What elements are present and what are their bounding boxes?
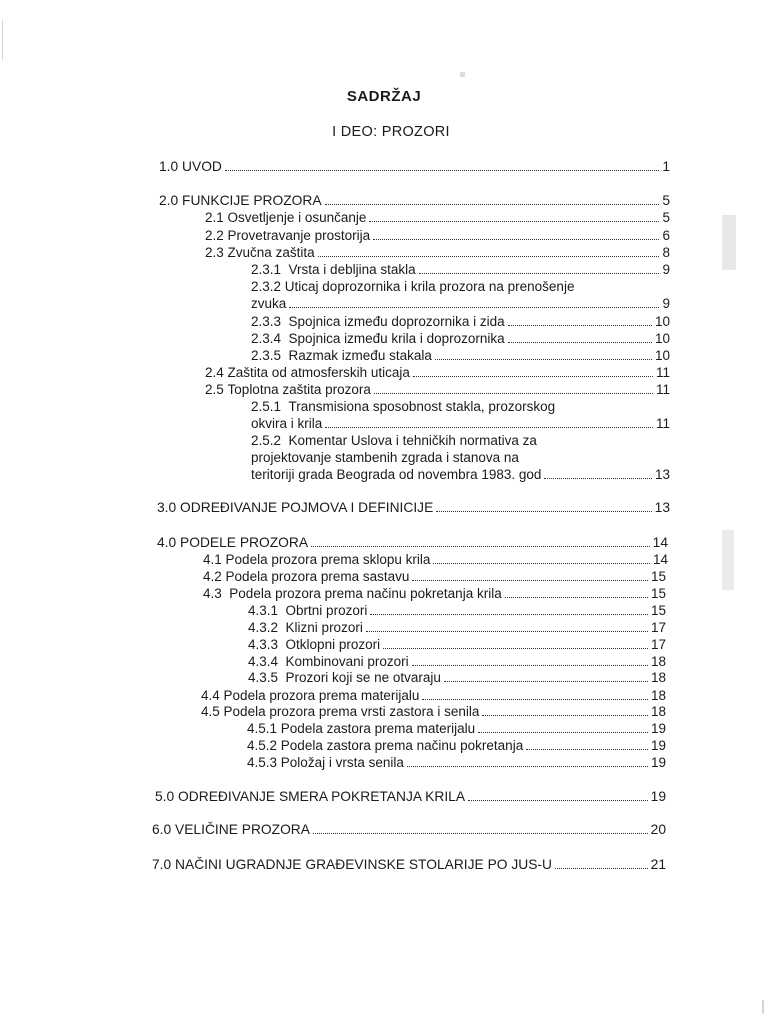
section-number: 3.0 (157, 500, 177, 515)
page-number: 14 (652, 552, 668, 567)
page-number: 17 (650, 620, 666, 635)
dot-leader (373, 227, 659, 240)
section-number: 2.0 (159, 193, 179, 208)
dot-leader (325, 192, 660, 205)
dot-leader (374, 381, 653, 394)
scan-speck (722, 530, 734, 590)
section-number: 6.0 (152, 822, 172, 837)
page-number: 5 (662, 193, 670, 208)
dot-leader (422, 687, 648, 700)
toc-entry-2-4 (205, 364, 670, 382)
dot-leader (508, 313, 652, 326)
toc-entry-velicine (152, 821, 666, 839)
dot-leader (313, 821, 648, 834)
toc-entry-smer (155, 788, 666, 806)
section-title: Podela prozora prema sklopu krila (225, 552, 431, 567)
page-number: 11 (655, 365, 670, 380)
section-number: 4.5.2 (247, 738, 278, 753)
section-title: Podela zastora prema načinu pokretanja (280, 738, 524, 753)
section-number: 4.3 (203, 586, 222, 601)
section-number: 2.2 (205, 228, 224, 243)
toc-entry-2-5-2-line2 (251, 449, 519, 467)
scan-speck (2, 20, 3, 60)
toc-entry-2-5-2-line1 (251, 432, 537, 450)
dot-leader (370, 602, 648, 615)
page-number: 10 (654, 331, 670, 346)
dot-leader (505, 585, 648, 598)
section-title: Podela prozora prema vrsti zastora i senila (223, 704, 480, 719)
page-number: 19 (650, 789, 666, 804)
section-number: 7.0 (152, 857, 172, 872)
section-title: VELIČINE PROZORA (175, 822, 310, 837)
section-number: 2.3.2 (251, 279, 282, 294)
page-number: 18 (650, 670, 666, 685)
section-number: 4.1 (203, 552, 222, 567)
dot-leader (383, 636, 648, 649)
section-title: Vrsta i debljina stakla (288, 262, 416, 277)
section-number: 4.3.5 (248, 670, 279, 685)
toc-entry-odredjivanje (157, 499, 670, 517)
page-number: 11 (655, 382, 670, 397)
dot-leader (433, 551, 650, 564)
section-title-continued: okvira i krila (251, 416, 323, 431)
section-title: ODREĐIVANJE SMERA POKRETANJA KRILA (178, 789, 466, 804)
dot-leader (526, 737, 648, 750)
toc-entry-2-5-1-line1 (251, 398, 555, 416)
section-title: PODELE PROZORA (180, 535, 309, 550)
dot-leader (325, 415, 653, 428)
section-title: Osvetljenje i osunčanje (227, 210, 367, 225)
toc-entry-2-5-2 (251, 466, 670, 484)
dot-leader (435, 347, 652, 360)
toc-entry-2-3 (205, 244, 670, 262)
section-number: 4.4 (201, 688, 220, 703)
page-number: 5 (662, 210, 670, 225)
section-title: Transmisiona sposobnost stakla, prozorskog (288, 399, 556, 414)
page-number: 15 (650, 603, 666, 618)
dot-leader (482, 703, 648, 716)
toc-entry-4-5-2 (247, 737, 666, 755)
dot-leader (436, 499, 651, 512)
section-title: Prozori koji se ne otvaraju (285, 670, 441, 685)
page-number: 9 (662, 262, 670, 277)
section-title-continued: projektovanje stambenih zgrada i stanova na (251, 450, 519, 465)
toc-entry-nacini (152, 856, 666, 874)
section-number: 2.3.4 (251, 331, 282, 346)
page-number: 19 (650, 755, 666, 770)
section-number: 2.3.1 (251, 262, 282, 277)
section-number: 2.3 (205, 245, 224, 260)
section-title: Komentar Uslova i tehničkih normativa za (288, 433, 537, 448)
section-title-continued: zvuka (251, 296, 287, 311)
page-number: 9 (662, 296, 670, 311)
page-number: 8 (662, 245, 670, 260)
section-title: Provetravanje prostorija (227, 228, 371, 243)
toc-entry-4-3-2 (248, 619, 666, 637)
scan-speck (762, 1000, 764, 1014)
dot-leader (225, 158, 659, 171)
toc-entry-4-5 (201, 703, 666, 721)
section-number: 2.5.2 (251, 433, 282, 448)
page-number: 17 (650, 637, 666, 652)
section-number: 4.3.2 (248, 620, 279, 635)
toc-entry-4-2 (203, 568, 666, 586)
section-title: Podela prozora prema načinu pokretanja krila (229, 586, 502, 601)
toc-entry-4-3 (203, 585, 666, 603)
toc-entry-2-5-1 (251, 415, 670, 433)
toc-entry-2-3-2 (251, 295, 670, 313)
dot-leader (369, 209, 659, 222)
scan-speck (722, 215, 736, 270)
section-number: 2.4 (205, 365, 224, 380)
part-heading: I DEO: PROZORI (332, 124, 450, 140)
section-title: Otklopni prozori (285, 637, 381, 652)
section-title: Podela prozora prema materijalu (223, 688, 420, 703)
section-title: Uticaj doprozornika i krila prozora na prenošenje (284, 279, 575, 294)
toc-entry-funkcije (159, 192, 670, 210)
section-title: ODREĐIVANJE POJMOVA I DEFINICIJE (180, 500, 434, 515)
section-title: NAČINI UGRADNJE GRAĐEVINSKE STOLARIJE PO JUS-U (175, 857, 552, 872)
section-title: Toplotna zaštita prozora (227, 382, 371, 397)
toc-entry-4-5-3 (247, 754, 666, 772)
page-number: 18 (650, 654, 666, 669)
dot-leader (555, 856, 648, 869)
toc-entry-2-3-5 (251, 347, 670, 365)
dot-leader (412, 653, 648, 666)
page-number: 6 (662, 228, 670, 243)
section-title: Klizni prozori (285, 620, 363, 635)
toc-entry-uvod (159, 158, 670, 176)
dot-leader (412, 568, 648, 581)
section-title: Obrtni prozori (285, 603, 368, 618)
section-number: 1.0 (159, 159, 179, 174)
dot-leader (407, 754, 648, 767)
section-number: 4.0 (157, 535, 177, 550)
section-title: Položaj i vrsta senila (280, 755, 404, 770)
section-title: Zaštita od atmosferskih uticaja (227, 365, 410, 380)
toc-entry-2-1 (205, 209, 670, 227)
page-number: 13 (654, 467, 670, 482)
page-number: 15 (650, 586, 666, 601)
page-title: SADRŽAJ (346, 88, 422, 105)
section-title: FUNKCIJE PROZORA (182, 193, 322, 208)
dot-leader (311, 534, 650, 547)
section-title: Spojnica između doprozornika i zida (288, 314, 505, 329)
section-title-continued: teritoriji grada Beograda od novembra 1983. god (251, 467, 542, 482)
page-number: 19 (650, 721, 666, 736)
dot-leader (444, 669, 648, 682)
section-number: 4.3.3 (248, 637, 279, 652)
section-number: 2.3.5 (251, 348, 282, 363)
page-number: 10 (654, 348, 670, 363)
page-number: 18 (650, 704, 666, 719)
toc-entry-2-3-3 (251, 313, 670, 331)
toc-entry-4-3-5 (248, 669, 666, 687)
dot-leader (413, 364, 653, 377)
dot-leader (318, 244, 660, 257)
toc-entry-2-3-4 (251, 330, 670, 348)
section-number: 4.2 (203, 569, 222, 584)
section-title: Kombinovani prozori (285, 654, 409, 669)
section-number: 2.5 (205, 382, 224, 397)
section-number: 4.3.4 (248, 654, 279, 669)
section-title: Razmak između stakala (288, 348, 432, 363)
page-number: 21 (650, 857, 666, 872)
toc-entry-4-1 (203, 551, 668, 569)
toc-entry-4-5-1 (247, 720, 666, 738)
page-number: 15 (650, 569, 666, 584)
dot-leader (478, 720, 648, 733)
section-title: Podela prozora prema sastavu (225, 569, 410, 584)
page-number: 11 (655, 416, 670, 431)
section-number: 2.1 (205, 210, 224, 225)
section-title: Spojnica između krila i doprozornika (288, 331, 505, 346)
page-number: 1 (662, 159, 670, 174)
toc-entry-2-3-1 (251, 261, 670, 279)
page-number: 14 (652, 535, 668, 550)
section-number: 4.5.3 (247, 755, 278, 770)
section-number: 2.5.1 (251, 399, 282, 414)
toc-entry-4-3-1 (248, 602, 666, 620)
section-number: 2.3.3 (251, 314, 282, 329)
section-title: Zvučna zaštita (227, 245, 315, 260)
dot-leader (508, 330, 652, 343)
section-number: 4.5 (201, 704, 220, 719)
toc-entry-2-5 (205, 381, 670, 399)
dot-leader (468, 788, 648, 801)
page-number: 20 (650, 822, 666, 837)
dot-leader (366, 619, 648, 632)
dot-leader (544, 466, 652, 479)
toc-entry-podele (157, 534, 668, 552)
toc-entry-2-3-2-line1 (251, 278, 574, 296)
scan-speck (460, 72, 465, 77)
section-number: 5.0 (155, 789, 175, 804)
section-title: UVOD (182, 159, 222, 174)
toc-entry-2-2 (205, 227, 670, 245)
page-number: 10 (654, 314, 670, 329)
section-number: 4.3.1 (248, 603, 279, 618)
page-number: 18 (650, 688, 666, 703)
dot-leader (419, 261, 660, 274)
section-number: 4.5.1 (247, 721, 278, 736)
dot-leader (289, 295, 659, 308)
page-number: 19 (650, 738, 666, 753)
section-title: Podela zastora prema materijalu (280, 721, 476, 736)
page-number: 13 (654, 500, 670, 515)
toc-entry-4-3-3 (248, 636, 666, 654)
